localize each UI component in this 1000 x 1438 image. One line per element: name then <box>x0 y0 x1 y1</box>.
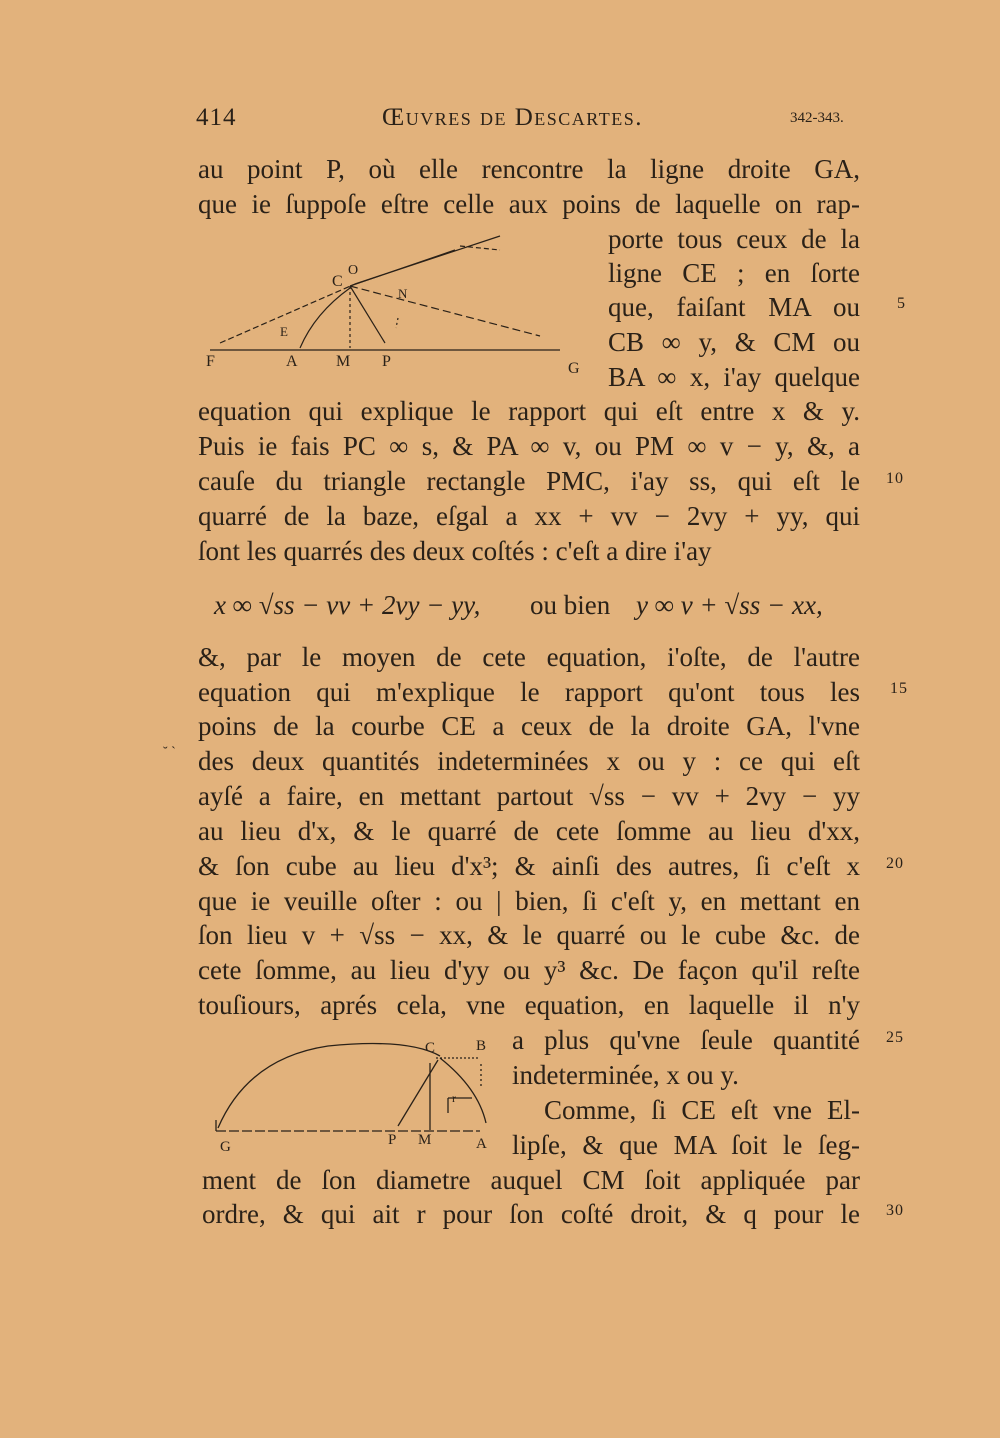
figure-ellipse-diagram <box>208 1028 503 1158</box>
fig2-label-b: B <box>476 1038 487 1054</box>
text-line: que ie ſuppoſe eſtre celle aux poins de laquelle on rap- <box>198 189 860 219</box>
line-number: 5 <box>897 295 906 312</box>
fig1-label-a: A <box>286 353 298 370</box>
text-line: ligne CE ; en ſorte <box>608 258 860 288</box>
fig2-label-p: P <box>388 1132 397 1148</box>
fig1-label-m: M <box>336 353 351 370</box>
equation-middle: ou bien <box>530 590 611 620</box>
line-number: 10 <box>886 470 904 487</box>
text-line: &, par le moyen de cete equation, i'oſte, de l'autre <box>198 642 860 672</box>
fig2-label-g: G <box>220 1139 231 1155</box>
text-line: a plus qu'vne ſeule quantité <box>512 1025 860 1055</box>
text-line: ayſé a faire, en mettant partout √ss − vv + 2vy − yy <box>198 781 860 811</box>
text-line: porte tous ceux de la <box>608 224 860 254</box>
equation-right: y ∞ v + √ss − xx, <box>636 590 823 620</box>
line-number: 20 <box>886 855 904 872</box>
text-line: poins de la courbe CE a ceux de la droite GA, l'vne <box>198 711 860 741</box>
text-line: ment de ſon diametre auquel CM ſoit appliquée par <box>202 1165 860 1195</box>
text-line: CB ∞ y, & CM ou <box>608 327 860 357</box>
text-line: touſiours, aprés cela, vne equation, en laquelle il n'y <box>198 990 860 1020</box>
line-number: 30 <box>886 1202 904 1219</box>
text-line: equation qui m'explique le rapport qu'ont tous les <box>198 677 860 707</box>
fig1-label-c: C <box>332 273 343 290</box>
text-line: ſon lieu v + √ss − xx, & le quarré ou le cube &c. de <box>198 920 860 950</box>
margin-mark: ˘ ` <box>163 745 176 760</box>
fig2-label-a: A <box>476 1136 487 1152</box>
fig1-label-f: F <box>206 353 215 370</box>
text-line: que ie veuille oſter : ou | bien, ſi c'eſt y, en mettant en <box>198 886 860 916</box>
text-line: cete ſomme, au lieu d'yy ou y³ &c. De façon qu'il reſte <box>198 955 860 985</box>
fig2-label-m: M <box>418 1132 432 1148</box>
text-line: ordre, & qui ait r pour ſon coſté droit, & q pour le <box>202 1199 860 1229</box>
text-line: au point P, où elle rencontre la ligne droite GA, <box>198 154 860 184</box>
fig1-label-g: G <box>568 360 580 376</box>
figure-tangent-diagram <box>200 228 595 376</box>
page-references: 342-343. <box>790 110 844 126</box>
text-line: au lieu d'x, & le quarré de cete ſomme au lieu d'xx, <box>198 816 860 846</box>
fig1-label-p: P <box>382 353 391 370</box>
equation-left: x ∞ √ss − vv + 2vy − yy, <box>214 590 481 620</box>
text-line: Puis ie fais PC ∞ s, & PA ∞ v, ou PM ∞ v − y, &, a <box>198 431 860 461</box>
text-line: quarré de la baze, eſgal a xx + vv − 2vy + yy, qui <box>198 501 860 531</box>
text-line: Comme, ſi CE eſt vne El- <box>544 1095 860 1125</box>
page-number: 414 <box>196 104 237 131</box>
text-line: que, faiſant MA ou <box>608 292 860 322</box>
running-title: Œuvres de Descartes. <box>382 104 643 131</box>
fig2-label-r: r <box>452 1091 456 1105</box>
line-number: 25 <box>886 1029 904 1046</box>
text-line: lipſe, & que MA ſoit le ſeg- <box>512 1130 860 1160</box>
text-line: indeterminée, x ou y. <box>512 1060 739 1090</box>
text-line: BA ∞ x, i'ay quelque <box>608 362 860 392</box>
fig1-label-e: E <box>280 324 288 339</box>
fig1-label-o: O <box>348 263 359 278</box>
fig2-label-c: C <box>425 1040 436 1056</box>
line-number: 15 <box>890 680 908 697</box>
text-line: ſont les quarrés des deux coſtés : c'eſt a dire i'ay <box>198 536 712 566</box>
text-line: des deux quantités indeterminées x ou y : ce qui eſt <box>198 746 860 776</box>
text-line: equation qui explique le rapport qui eſt entre x & y. <box>198 396 860 426</box>
text-line: & ſon cube au lieu d'x³; & ainſi des autres, ſi c'eſt x <box>198 851 860 881</box>
fig1-label-n: N <box>398 286 408 301</box>
text-line: cauſe du triangle rectangle PMC, i'ay ss, qui eſt le <box>198 466 860 496</box>
